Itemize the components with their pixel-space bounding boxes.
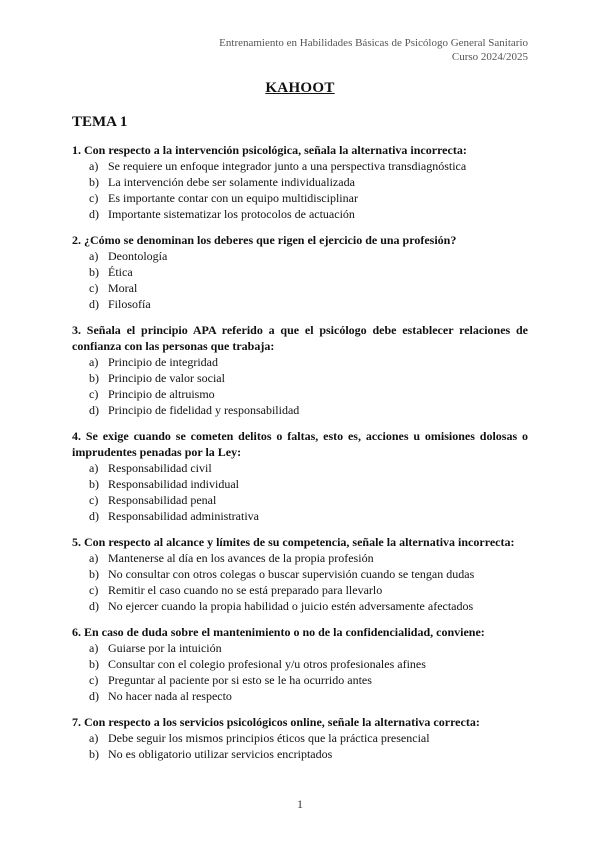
option-letter: c) — [89, 493, 99, 507]
question-text: 2. ¿Cómo se denominan los deberes que rigen el ejercicio de una profesión? — [72, 233, 457, 247]
option-text: No ejercer cuando la propia habilidad o juicio estén adversamente afectados — [108, 599, 474, 613]
option-letter: a) — [89, 641, 99, 655]
answer-option — [72, 640, 528, 656]
option-text: Principio de altruismo — [108, 387, 215, 401]
option-letter: d) — [89, 207, 99, 221]
answer-option — [72, 280, 528, 296]
answer-option — [72, 476, 528, 492]
option-letter: d) — [89, 403, 99, 417]
answer-option — [72, 296, 528, 312]
answer-option — [72, 386, 528, 402]
option-letter: d) — [89, 689, 99, 703]
option-letter: c) — [89, 281, 99, 295]
option-letter: c) — [89, 673, 99, 687]
option-text: Consultar con el colegio profesional y/u otros profesionales afines — [108, 657, 426, 671]
option-text: Preguntar al paciente por si esto se le ha ocurrido antes — [108, 673, 372, 687]
answer-option — [72, 566, 528, 582]
answer-option — [72, 354, 528, 370]
option-letter: b) — [89, 657, 99, 671]
answer-option — [72, 492, 528, 508]
question-item — [72, 232, 528, 312]
option-letter: c) — [89, 583, 99, 597]
option-text: Deontología — [108, 249, 168, 263]
answer-option — [72, 582, 528, 598]
option-letter: b) — [89, 371, 99, 385]
header-course-year: Curso 2024/2025 — [451, 51, 528, 63]
answer-option — [72, 508, 528, 524]
question-item — [72, 322, 528, 418]
answer-option — [72, 370, 528, 386]
option-text: La intervención debe ser solamente individualizada — [108, 175, 355, 189]
option-letter: b) — [89, 175, 99, 189]
option-text: Principio de integridad — [108, 355, 218, 369]
option-text: No hacer nada al respecto — [108, 689, 232, 703]
option-letter: a) — [89, 159, 99, 173]
option-letter: b) — [89, 477, 99, 491]
answer-option — [72, 158, 528, 174]
option-text: Mantenerse al día en los avances de la propia profesión — [108, 551, 374, 565]
option-letter: d) — [89, 509, 99, 523]
option-text: Guiarse por la intuición — [108, 641, 222, 655]
page-number: 1 — [297, 797, 303, 811]
option-text: Principio de fidelidad y responsabilidad — [108, 403, 300, 417]
option-letter: a) — [89, 731, 99, 745]
question-text: 1. Con respecto a la intervención psicológica, señala la alternativa incorrecta: — [72, 143, 467, 157]
answer-option — [72, 746, 528, 762]
question-item — [72, 142, 528, 222]
option-text: Filosofía — [108, 297, 151, 311]
header-course-title: Entrenamiento en Habilidades Básicas de Psicólogo General Sanitario — [219, 37, 528, 49]
option-letter: d) — [89, 599, 99, 613]
answer-option — [72, 206, 528, 222]
option-text: Responsabilidad penal — [108, 493, 217, 507]
answer-option — [72, 190, 528, 206]
option-letter: a) — [89, 249, 99, 263]
option-text: Es importante contar con un equipo multidisciplinar — [108, 191, 358, 205]
option-letter: b) — [89, 265, 99, 279]
option-text: Ética — [108, 265, 133, 279]
question-item — [72, 714, 528, 762]
answer-option — [72, 402, 528, 418]
question-item — [72, 428, 528, 524]
question-text: 4. Se exige cuando se cometen delitos o faltas, esto es, acciones u omisiones dolosas o imprudentes penadas por la Ley: — [72, 429, 528, 459]
answer-option — [72, 688, 528, 704]
answer-option — [72, 672, 528, 688]
option-text: Debe seguir los mismos principios éticos que la práctica presencial — [108, 731, 430, 745]
option-letter: a) — [89, 355, 99, 369]
answer-option — [72, 264, 528, 280]
question-text: 6. En caso de duda sobre el mantenimiento o no de la confidencialidad, conviene: — [72, 625, 485, 639]
option-text: No es obligatorio utilizar servicios encriptados — [108, 747, 333, 761]
page-title: KAHOOT — [265, 80, 335, 96]
question-text: 5. Con respecto al alcance y límites de su competencia, señale la alternativa incorrecta: — [72, 535, 515, 549]
answer-option — [72, 656, 528, 672]
question-list — [72, 142, 528, 772]
option-text: Principio de valor social — [108, 371, 225, 385]
answer-option — [72, 174, 528, 190]
option-text: Importante sistematizar los protocolos de actuación — [108, 207, 355, 221]
option-text: Responsabilidad administrativa — [108, 509, 259, 523]
option-letter: a) — [89, 461, 99, 475]
section-heading: TEMA 1 — [72, 114, 128, 130]
answer-option — [72, 598, 528, 614]
option-letter: b) — [89, 747, 99, 761]
question-item — [72, 534, 528, 614]
option-text: Moral — [108, 281, 138, 295]
option-text: Responsabilidad individual — [108, 477, 239, 491]
answer-option — [72, 730, 528, 746]
option-text: No consultar con otros colegas o buscar supervisión cuando se tengan dudas — [108, 567, 475, 581]
question-text: 7. Con respecto a los servicios psicológicos online, señale la alternativa correcta: — [72, 715, 480, 729]
answer-option — [72, 248, 528, 264]
option-text: Se requiere un enfoque integrador junto a una perspectiva transdiagnóstica — [108, 159, 467, 173]
option-letter: c) — [89, 191, 99, 205]
option-text: Responsabilidad civil — [108, 461, 212, 475]
option-letter: c) — [89, 387, 99, 401]
question-item — [72, 624, 528, 704]
option-letter: d) — [89, 297, 99, 311]
answer-option — [72, 550, 528, 566]
question-text: 3. Señala el principio APA referido a que el psicólogo debe establecer relaciones de confianza con las personas que trabaja: — [72, 323, 528, 353]
option-text: Remitir el caso cuando no se está preparado para llevarlo — [108, 583, 383, 597]
option-letter: a) — [89, 551, 99, 565]
answer-option — [72, 460, 528, 476]
option-letter: b) — [89, 567, 99, 581]
document-header — [219, 36, 528, 64]
